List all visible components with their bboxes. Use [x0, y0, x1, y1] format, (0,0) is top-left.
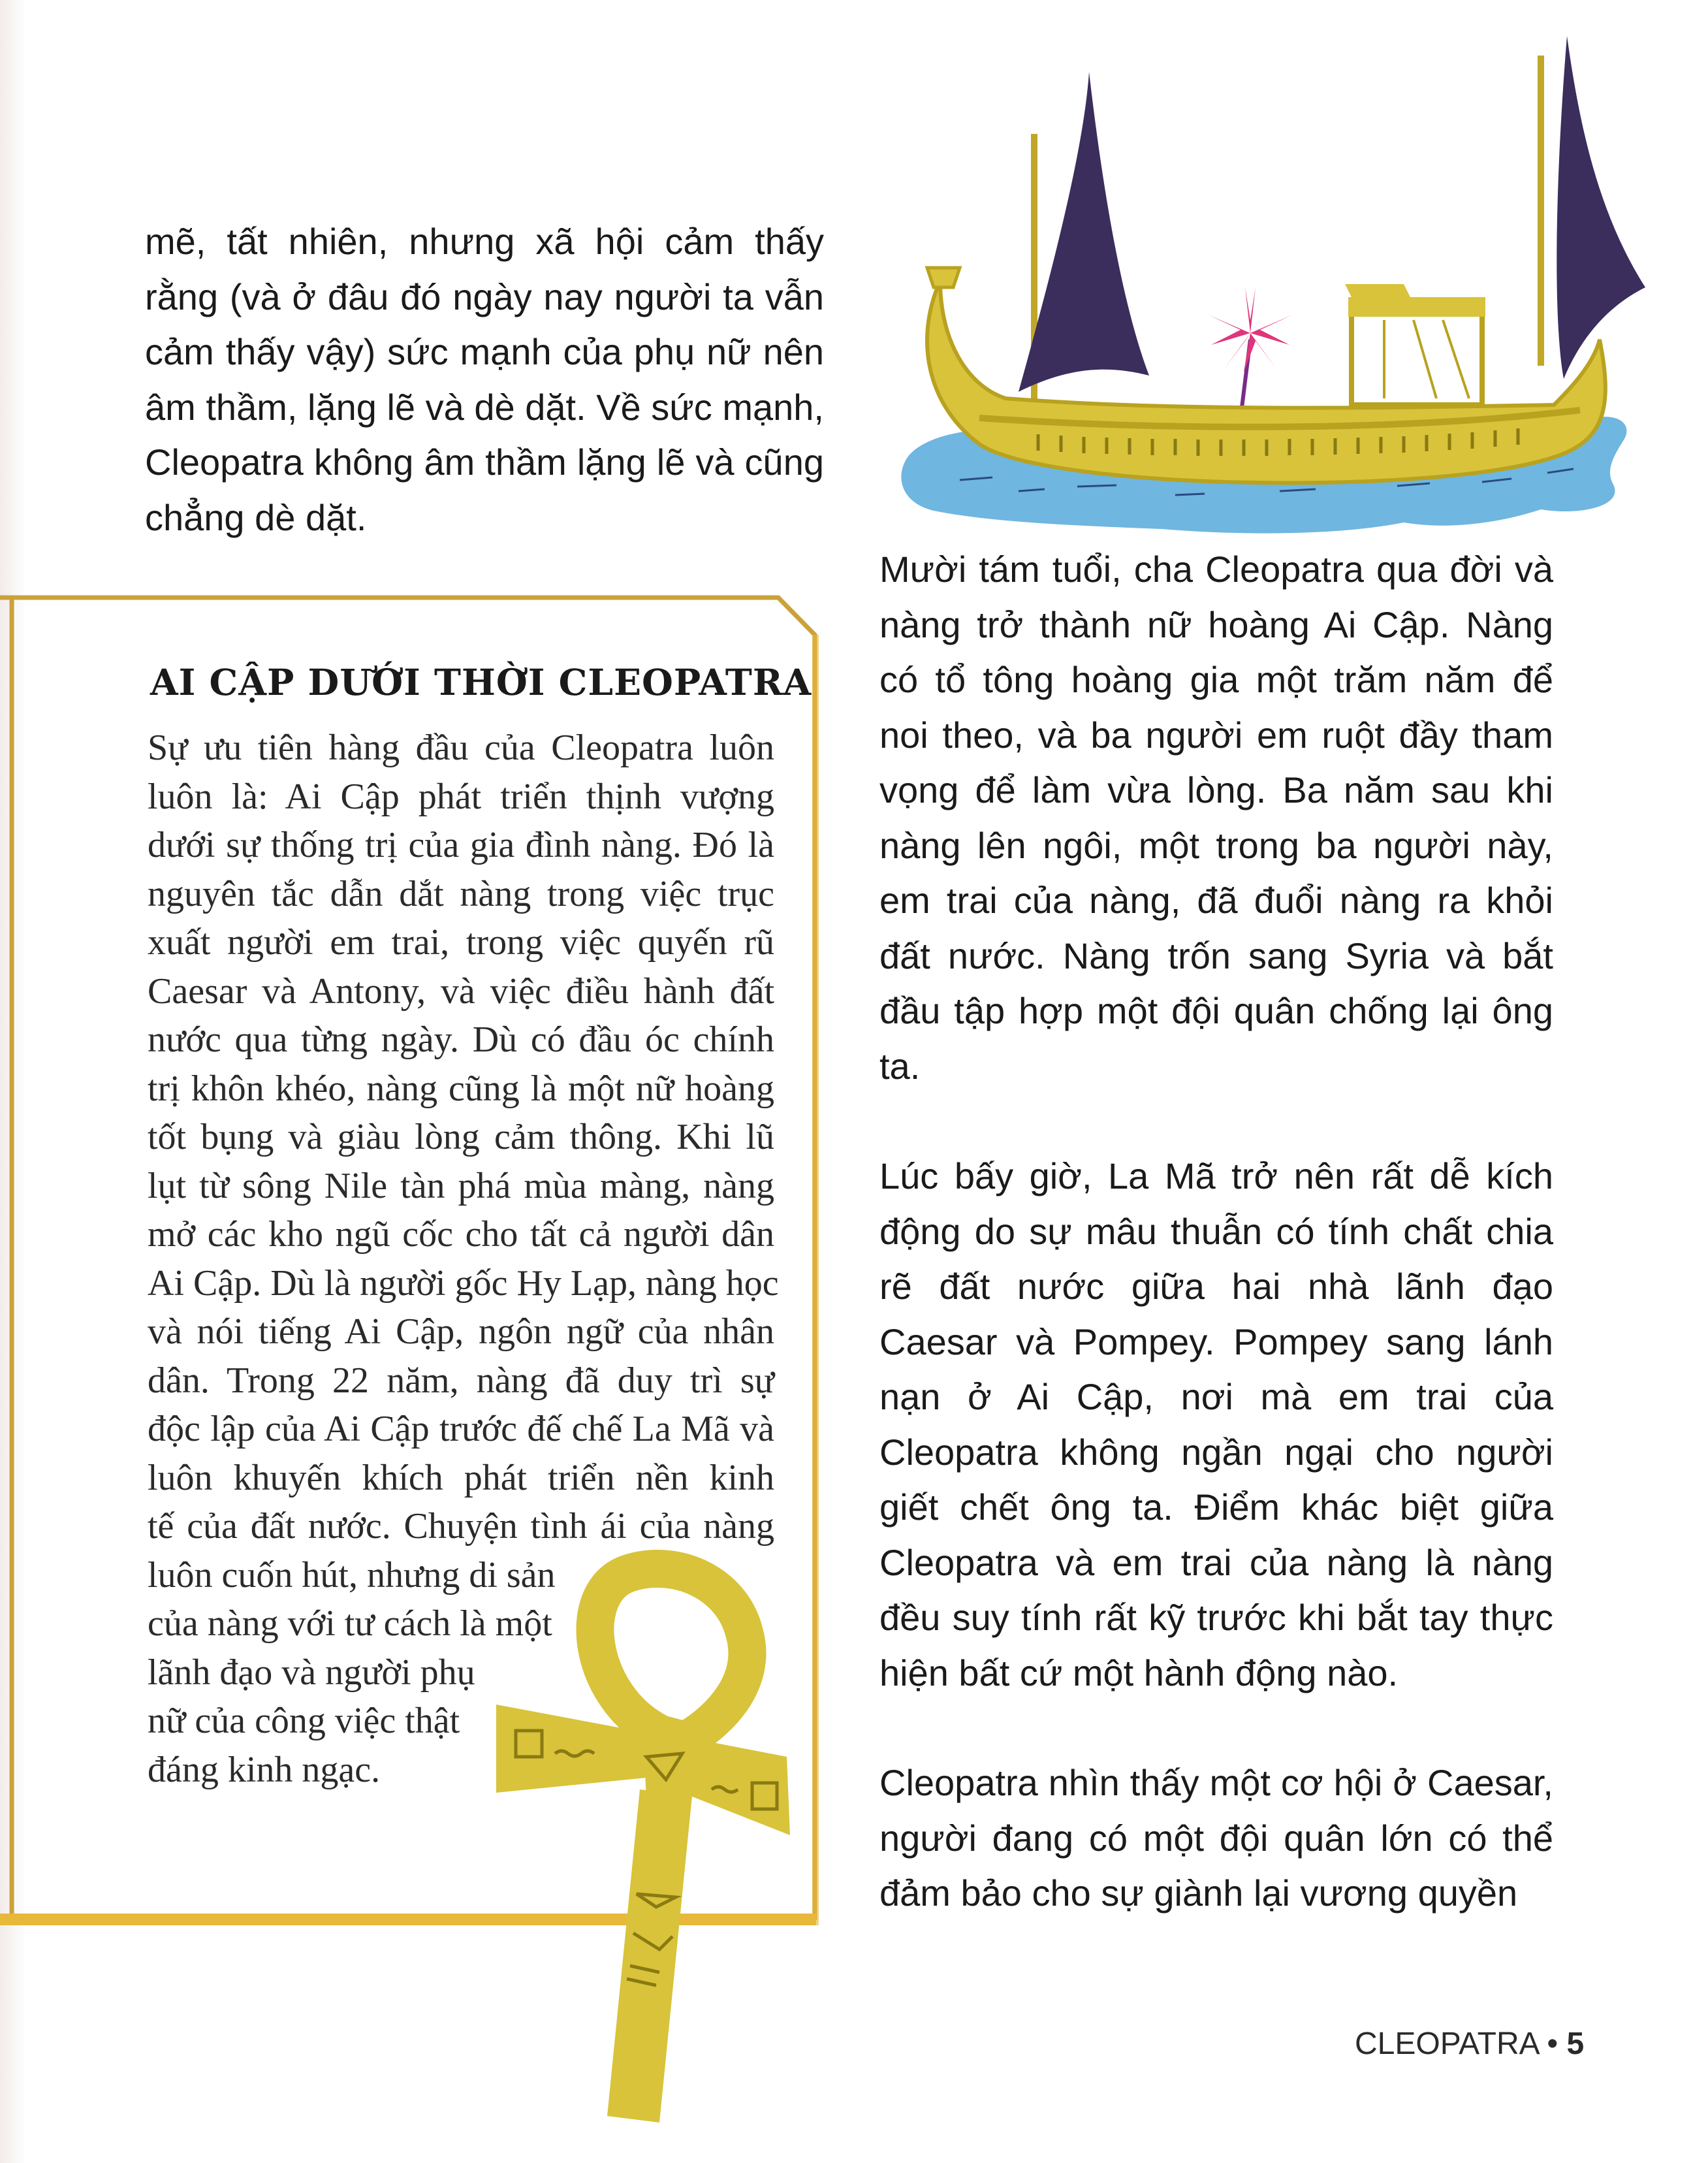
right-paragraph-1: Mười tám tuổi, cha Cleopatra qua đời và nàng trở thành nữ hoàng Ai Cập. Nàng có tổ tông hoàng gia một trăm năm để noi theo, và ba người em ruột đầy tham vọng để làm vừa lòng. Ba năm sau khi nàng lên ngôi, một trong ba người này, em trai của nàng, đã đuổi nàng ra khỏi đất nước. Nàng trốn sang Syria và bắt đầu tập hợp một đội quân chống lại ông ta.: [879, 549, 1553, 1087]
sidebar-line: trị khôn khéo, nàng cũng là một nữ hoàng: [148, 1068, 774, 1109]
sidebar-line: lụt từ sông Nile tàn phá mùa màng, nàng: [148, 1165, 774, 1206]
ankh-icon: [496, 1569, 790, 2123]
sidebar-line: Ai Cập. Dù là người gốc Hy Lạp, nàng học: [148, 1262, 779, 1304]
right-paragraph-2: Lúc bấy giờ, La Mã trở nên rất dễ kích động do sự mâu thuẫn có tính chất chia rẽ đất nước giữa hai nhà lãnh đạo Caesar và Pompey. Pompey sang lánh nạn ở Ai Cập, nơi mà em trai của Cleopatra không ngần ngại cho người giết chết ông ta. Điểm khác biệt giữa Cleopatra và em trai của nàng là nàng đều suy tính rất kỹ trước khi bắt tay thực hiện bất cứ một hành động nào.: [879, 1155, 1553, 1693]
sidebar-line: Sự ưu tiên hàng đầu của Cleopatra luôn: [148, 728, 774, 768]
sidebar-title: AI CẬP DƯỚI THỜI CLEOPATRA: [150, 661, 812, 703]
sidebar-line: độc lập của Ai Cập trước đế chế La Mã và: [148, 1409, 774, 1449]
right-paragraph-3: Cleopatra nhìn thấy một cơ hội ở Caesar, người đang có một đội quân lớn có thể đảm bảo cho sự giành lại vương quyền: [879, 1762, 1553, 1914]
sidebar-line: lãnh đạo và người phụ: [148, 1652, 475, 1693]
sidebar-line: tốt bụng và giàu lòng cảm thông. Khi lũ: [148, 1117, 774, 1157]
running-head: CLEOPATRA: [1355, 2027, 1538, 2061]
sidebar-line: nguyên tắc dẫn dắt nàng trong việc trục: [148, 873, 774, 914]
sidebar-line: dân. Trong 22 năm, nàng đã duy trì sự: [148, 1360, 774, 1401]
sidebar-line: và nói tiếng Ai Cập, ngôn ngữ của nhân: [148, 1311, 774, 1352]
sidebar-line: luôn khuyến khích phát triển nền kinh: [148, 1457, 774, 1498]
sidebar-line: tế của đất nước. Chuyện tình ái của nàng: [148, 1506, 774, 1546]
sidebar-line: nữ của công việc thật: [148, 1701, 460, 1741]
page-footer: [1355, 2026, 1584, 2062]
sidebar-line: nước qua từng ngày. Dù có đầu óc chính: [148, 1019, 774, 1060]
sidebar-line: luôn cuốn hút, nhưng di sản: [148, 1554, 556, 1595]
right-column: [879, 542, 1553, 1921]
sidebar-line: Caesar và Antony, và việc điều hành đất: [148, 970, 774, 1012]
page-number: 5: [1566, 2027, 1585, 2061]
sidebar-line: của nàng với tư cách là một: [148, 1603, 552, 1644]
sidebar-line: mở các kho ngũ cốc cho tất cả người dân: [148, 1214, 774, 1255]
sidebar-line: dưới sự thống trị của gia đình nàng. Đó là: [148, 825, 774, 865]
sidebar-line: luôn là: Ai Cập phát triển thịnh vượng: [148, 776, 774, 817]
sidebar-line: đáng kinh ngạc.: [148, 1749, 381, 1790]
intro-text: mẽ, tất nhiên, nhưng xã hội cảm thấy rằng (và ở đâu đó ngày nay người ta vẫn cảm thấy vậy) sức mạnh của phụ nữ nên âm thầm, lặng lẽ và dè dặt. Về sức mạnh, Cleopatra không âm thầm lặng lẽ và cũng chẳng dè dặt.: [145, 221, 824, 538]
footer-separator: •: [1547, 2027, 1558, 2061]
sidebar-line: xuất người em trai, trong việc quyến rũ: [148, 922, 774, 963]
